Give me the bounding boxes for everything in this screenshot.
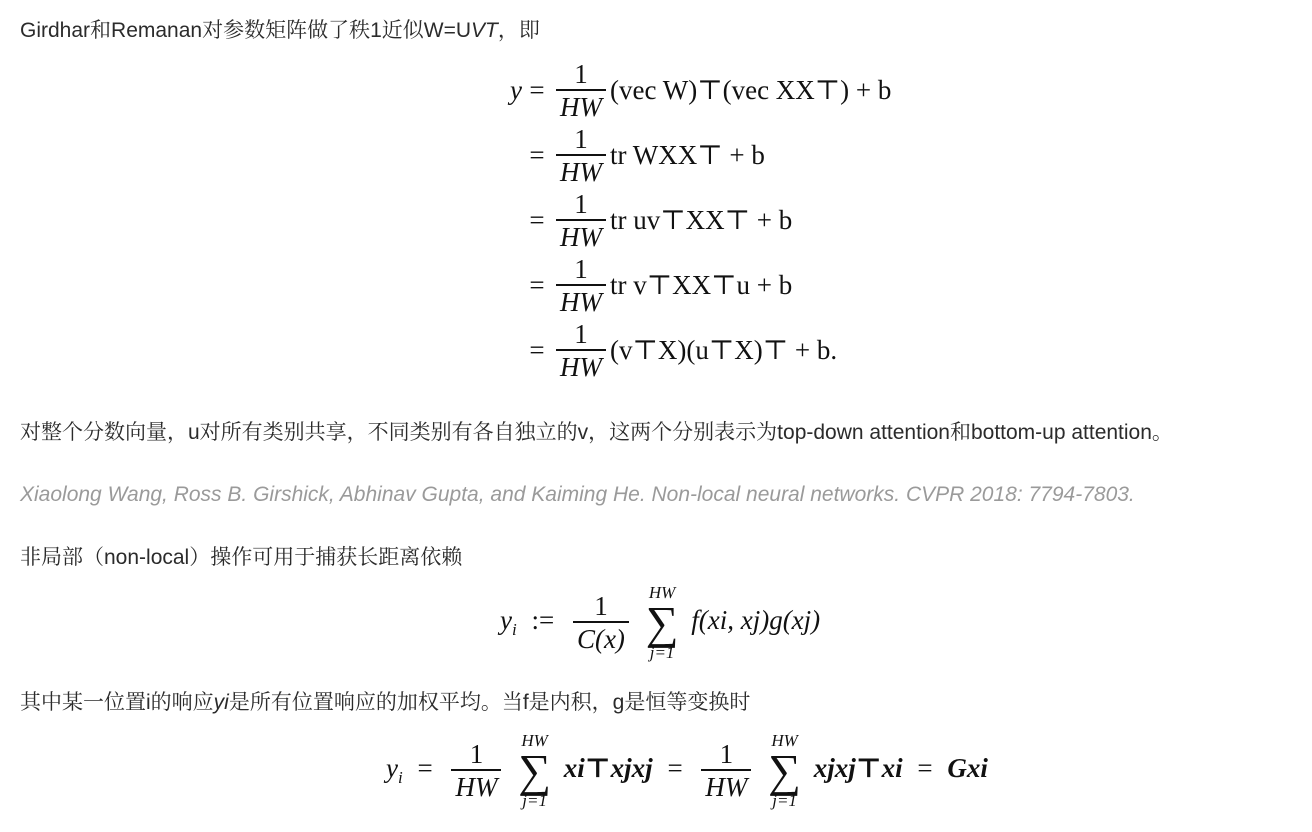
eq3-term1: xi⊤xjxj [563,753,653,784]
sum-operator: HW ∑ j=1 [518,731,551,810]
fraction: $\frac{1}{HW}$ [556,189,606,253]
eq3-term2: xjxj⊤xi [813,753,903,784]
eq1-row-body: tr v⊤XX⊤u + b [610,270,793,300]
fraction: $\frac{1}{HW}$ [556,254,606,318]
sum-operator: HW ∑ j=1 [645,583,679,662]
equation-row: = $\frac{1}{HW}$ tr uv⊤XX⊤ + b [529,188,793,252]
equation-gram: $y_i$ = $\frac{1}{HW}$ HW ∑ j=1 xi⊤xjxj = $\frac{1}{HW}$ HW ∑ j=1 xjxj⊤xi = Gxi [386,731,988,810]
citation: Xiaolong Wang, Ross B. Girshick, Abhinav Gupta, and Kaiming He. Non-local neural networks. CVPR 2018: 7794-7803. [20,483,1135,506]
intro-paragraph [20,18,540,44]
eq1-lhs: y [510,75,522,105]
sum-operator: HW ∑ j=1 [768,731,801,810]
eq1-row-body: tr WXX⊤ + b [610,140,765,170]
fraction: $\frac{1}{HW}$ [701,739,751,803]
intro-var: VT [471,19,498,42]
fraction: $\frac{1}{HW}$ [556,124,606,188]
equation-nonlocal: $y_i$ := $\frac{1}{C(x)}$ HW ∑ j=1 f(xi, xj)g(xj) [500,583,821,662]
fraction: $\frac{1}{HW}$ [556,59,606,123]
attention-paragraph: 对整个分数向量，u对所有类别共享，不同类别有各自独立的v，这两个分别表示为top-down attention和bottom-up attention。 [20,421,1173,444]
equation-row: y = $\frac{1}{HW}$ (vec W)⊤(vec XX⊤) + b [470,58,891,123]
fraction: $\frac{1}{HW}$ [556,319,606,383]
nonlocal-paragraph: 非局部（non-local）操作可用于捕获长距离依赖 [20,546,463,569]
intro-text: Girdhar和Remanan对参数矩阵做了秩1近似W=U [20,19,472,42]
equation-row: = $\frac{1}{HW}$ tr v⊤XX⊤u + b [529,253,793,317]
eq1-row-body: tr uv⊤XX⊤ + b [610,205,793,235]
equation-row: = $\frac{1}{HW}$ tr WXX⊤ + b [529,123,765,187]
equation-row: = $\frac{1}{HW}$ (v⊤X)(u⊤X)⊤ + b. [529,318,838,382]
eq1-row-body: (v⊤X)(u⊤X)⊤ + b. [610,335,838,365]
fraction: $\frac{1}{HW}$ [451,739,501,803]
eq2-body: f(xi, xj)g(xj) [691,605,821,636]
assign-operator: := [531,605,555,636]
weighted-average-paragraph: 其中某一位置i的响应yi是所有位置响应的加权平均。当f是内积，g是恒等变换时 [20,691,751,714]
intro-tail: ，即 [497,19,540,42]
eq1-row-body: (vec W)⊤(vec XX⊤) + b [610,75,892,105]
equation-rank1 [470,58,891,383]
eq3-rhs: Gxi [947,753,988,784]
fraction: $\frac{1}{C(x)}$ [573,591,629,655]
